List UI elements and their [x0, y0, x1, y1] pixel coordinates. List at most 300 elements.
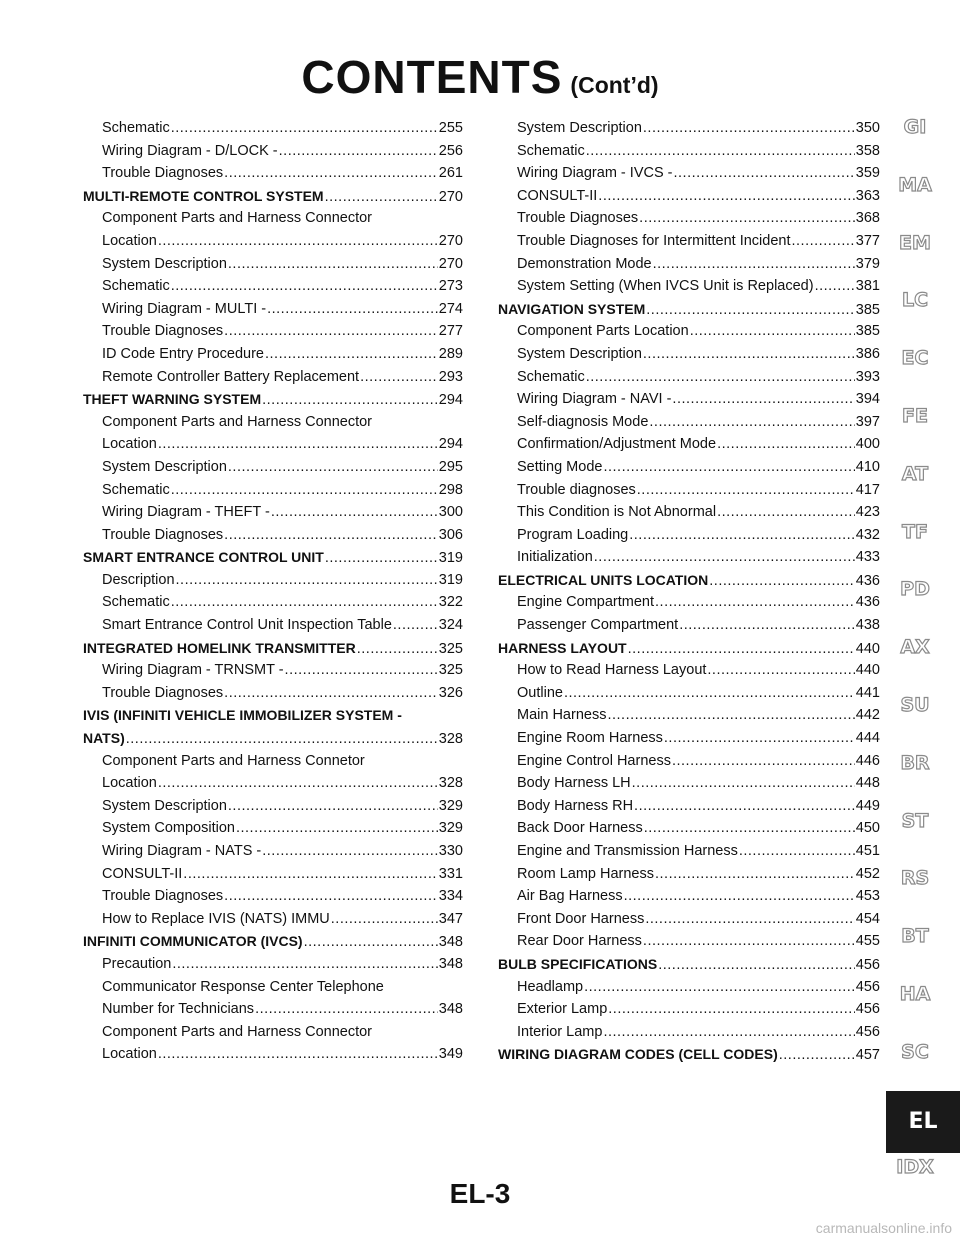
dot-leader [158, 433, 438, 456]
toc-entry-page: 423 [855, 504, 880, 521]
toc-entry-title: HARNESS LAYOUT [498, 639, 627, 656]
dot-leader [608, 998, 855, 1021]
dot-leader [584, 976, 855, 999]
dot-leader [255, 998, 438, 1021]
toc-entry-title: Demonstration Mode [517, 255, 652, 272]
dot-leader [171, 479, 438, 502]
toc-entry[interactable] [498, 908, 880, 931]
toc-entry-page: 330 [438, 843, 463, 859]
section-tab-br[interactable]: BR [900, 751, 930, 774]
toc-entry-title: Confirmation/Adjustment Mode [517, 436, 717, 453]
toc-entry-page: 255 [438, 120, 463, 136]
dot-leader [815, 275, 855, 298]
toc-entry-title: System Description [517, 345, 642, 362]
toc-entry-title: MULTI-REMOTE CONTROL SYSTEM [83, 187, 324, 204]
toc-entry[interactable] [83, 637, 463, 660]
toc-entry[interactable] [498, 230, 880, 253]
toc-entry[interactable] [83, 343, 463, 366]
toc-entry-page: 325 [438, 640, 463, 657]
toc-entry[interactable] [83, 795, 463, 818]
toc-entry[interactable] [498, 727, 880, 750]
dot-leader [158, 772, 438, 795]
toc-entry-page: 452 [855, 865, 880, 882]
toc-entry-title: How to Replace IVIS (NATS) IMMU [102, 910, 330, 927]
dot-leader [690, 320, 855, 343]
toc-entry-title: Remote Controller Battery Replacement [102, 368, 360, 385]
section-tab-lc[interactable]: LC [901, 289, 929, 312]
toc-entry[interactable] [498, 343, 880, 366]
toc-entry-title: Outline [517, 684, 563, 701]
toc-entry-title: Rear Door Harness [517, 933, 642, 950]
toc-entry[interactable] [83, 230, 463, 253]
dot-leader [628, 638, 855, 661]
section-tab-ec[interactable]: EC [901, 347, 929, 370]
toc-entry-title: Headlamp [517, 978, 584, 995]
toc-entry-title: Trouble diagnoses [517, 481, 636, 498]
toc-entry-title: Room Lamp Harness [517, 865, 654, 882]
toc-entry[interactable] [498, 185, 880, 208]
dot-leader [262, 389, 438, 412]
toc-entry[interactable] [498, 1043, 880, 1066]
toc-entry-page: 328 [438, 775, 463, 792]
toc-entry-title: Location [102, 436, 157, 453]
toc-entry-title: INTEGRATED HOMELINK TRANSMITTER [83, 639, 356, 656]
toc-entry[interactable] [498, 953, 880, 976]
toc-entry[interactable] [83, 501, 463, 524]
section-tab-at[interactable]: AT [901, 462, 929, 485]
toc-entry-page: 442 [855, 707, 880, 724]
toc-entry-page: 306 [438, 526, 463, 543]
toc-entry-title: Schematic [517, 368, 585, 385]
toc-entry-page: 293 [438, 368, 463, 385]
toc-entry-page: 456 [855, 978, 880, 995]
dot-leader [629, 524, 855, 547]
toc-entry-title: System Description [102, 458, 227, 475]
toc-entry[interactable] [83, 772, 463, 795]
toc-entry[interactable] [83, 908, 463, 931]
section-tab-st[interactable]: ST [901, 809, 929, 832]
toc-entry-page: 256 [438, 142, 463, 159]
toc-entry-title: System Description [102, 797, 227, 814]
toc-entry-title: Wiring Diagram - NATS - [102, 843, 262, 859]
toc-entry[interactable] [498, 546, 880, 569]
toc-entry-page: 294 [438, 392, 463, 409]
toc-entry-title: System Description [517, 120, 642, 136]
dot-leader [279, 140, 438, 163]
toc-entry-title: CONSULT-II [517, 187, 598, 204]
toc-entry[interactable] [83, 546, 463, 569]
toc-entry-page: 417 [855, 481, 880, 498]
toc-entry[interactable] [498, 637, 880, 660]
toc-entry[interactable] [83, 275, 463, 298]
toc-entry-page: 349 [438, 1046, 463, 1063]
toc-entry-title: Trouble Diagnoses [102, 526, 224, 543]
dot-leader [637, 479, 855, 502]
toc-entry-title: Trouble Diagnoses [102, 684, 224, 701]
toc-entry[interactable] [83, 456, 463, 479]
toc-entry-page: 386 [855, 345, 880, 362]
dot-leader [183, 863, 438, 886]
toc-entry-page: 379 [855, 255, 880, 272]
toc-left-column [83, 117, 463, 1066]
toc-entry[interactable] [83, 253, 463, 276]
dot-leader [126, 728, 438, 751]
dot-leader [598, 185, 855, 208]
toc-entry-page: 348 [438, 1001, 463, 1018]
toc-entry[interactable] [83, 1043, 463, 1066]
toc-entry[interactable] [498, 930, 880, 953]
toc-entry[interactable] [498, 456, 880, 479]
toc-entry-page: 453 [855, 888, 880, 905]
toc-entry-page: 400 [855, 436, 880, 453]
toc-entry-title: Interior Lamp [517, 1023, 603, 1040]
toc-entry-title: Location [102, 232, 157, 249]
toc-entry-page: 393 [855, 368, 880, 385]
toc-entry[interactable] [83, 863, 463, 886]
toc-entry[interactable] [83, 817, 463, 840]
toc-entry[interactable] [498, 433, 880, 456]
toc-entry[interactable] [498, 298, 880, 321]
toc-entry-title: Description [102, 571, 175, 588]
toc-entry[interactable] [498, 817, 880, 840]
toc-entry-title: Precaution [102, 955, 172, 972]
toc-entry[interactable] [498, 524, 880, 547]
dot-leader [224, 524, 438, 547]
dot-leader [158, 1043, 438, 1066]
toc-entry-title: NAVIGATION SYSTEM [498, 300, 646, 317]
toc-entry-title: NATS) [83, 730, 125, 747]
toc-entry-page: 326 [438, 684, 463, 701]
dot-leader [664, 727, 855, 750]
toc-entry[interactable] [83, 614, 463, 637]
toc-entry[interactable] [83, 682, 463, 705]
section-tab-ha[interactable]: HA [899, 983, 931, 1005]
section-tab-el[interactable]: EL [886, 1091, 960, 1153]
toc-entry-page: 331 [438, 865, 463, 882]
toc-entry[interactable] [498, 885, 880, 908]
toc-entry-page: 295 [438, 458, 463, 475]
toc-entry-title: Passenger Compartment [517, 617, 679, 634]
section-tab-rs[interactable]: RS [900, 867, 930, 890]
toc-entry-title: Wiring Diagram - D/LOCK - [102, 142, 278, 159]
toc-entry-page: 261 [438, 165, 463, 182]
toc-entry-title: Schematic [102, 481, 170, 498]
section-tab-gi[interactable]: GI [903, 116, 927, 138]
toc-entry-page: 440 [855, 640, 880, 657]
dot-leader [658, 954, 855, 977]
dot-leader [176, 569, 438, 592]
page-number: EL-3 [449, 1178, 511, 1209]
section-tab-su[interactable]: SU [900, 694, 930, 716]
toc-entry-page: 270 [438, 232, 463, 249]
toc-entry-page: 334 [438, 888, 463, 905]
toc-entry[interactable] [83, 162, 463, 185]
dot-leader [707, 659, 854, 682]
toc-entry-title: ID Code Entry Procedure [102, 345, 264, 362]
toc-entry[interactable] [498, 591, 880, 614]
toc-entry[interactable] [83, 840, 463, 863]
dot-leader [171, 275, 438, 298]
section-tab-pd[interactable]: PD [900, 578, 930, 601]
dot-leader [639, 207, 855, 230]
section-tab-em[interactable]: EM [899, 231, 931, 254]
title-main: CONTENTS [301, 51, 563, 103]
toc-entry-title: Self-diagnosis Mode [517, 413, 649, 430]
toc-entry[interactable] [83, 524, 463, 547]
toc-entry-title: Schematic [102, 120, 170, 136]
toc-entry[interactable] [83, 388, 463, 411]
toc-entry[interactable] [498, 501, 880, 524]
dot-leader [717, 433, 855, 456]
section-tab-ax[interactable]: AX [900, 636, 930, 659]
toc-entry[interactable] [83, 998, 463, 1021]
toc-entry[interactable] [498, 207, 880, 230]
toc-entry-page: 300 [438, 504, 463, 521]
section-tab-fe[interactable]: FE [902, 405, 928, 427]
dot-leader [224, 320, 438, 343]
toc-entry-title: Program Loading [517, 526, 629, 543]
toc-entry-page: 324 [438, 617, 463, 634]
toc-entry[interactable] [83, 953, 463, 976]
toc-entry-page: 454 [855, 910, 880, 927]
dot-leader [331, 908, 438, 931]
toc-entry-page: 368 [855, 210, 880, 227]
dot-leader [304, 931, 438, 954]
page-title [0, 50, 960, 104]
toc-entry[interactable] [83, 727, 463, 750]
dot-leader [643, 930, 855, 953]
dot-leader [643, 117, 855, 140]
toc-entry-page: 440 [855, 662, 880, 679]
toc-entry-title: BULB SPECIFICATIONS [498, 955, 658, 972]
dot-leader [172, 953, 437, 976]
toc-entry[interactable] [83, 930, 463, 953]
toc-entry-title: INFINITI COMMUNICATOR (IVCS) [83, 933, 303, 950]
dot-leader [674, 162, 855, 185]
section-tab-bt[interactable]: BT [901, 925, 929, 948]
toc-entry-page: 347 [438, 910, 463, 927]
toc-entry-page: 294 [438, 436, 463, 453]
toc-entry-page: 328 [438, 731, 463, 748]
toc-entry[interactable] [498, 479, 880, 502]
toc-entry-title: Schematic [102, 278, 170, 295]
toc-entry[interactable] [498, 840, 880, 863]
toc-entry[interactable] [498, 1021, 880, 1044]
dot-leader [171, 117, 438, 140]
dot-leader [262, 840, 438, 863]
toc-entry-page: 319 [438, 550, 463, 567]
dot-leader [586, 366, 855, 389]
toc-entry[interactable] [83, 433, 463, 456]
dot-leader [655, 591, 855, 614]
toc-entry[interactable] [83, 140, 463, 163]
toc-entry-title: WIRING DIAGRAM CODES (CELL CODES) [498, 1046, 778, 1063]
toc-entry-title: How to Read Harness Layout [517, 662, 707, 679]
dot-leader [586, 140, 855, 163]
toc-entry-page: 450 [855, 820, 880, 837]
toc-entry-page: 350 [855, 120, 880, 136]
title-subtitle: (Cont’d) [570, 72, 659, 98]
toc-entry-title: Wiring Diagram - MULTI - [102, 300, 267, 317]
toc-entry-page: 436 [855, 594, 880, 611]
toc-entry[interactable] [498, 614, 880, 637]
dot-leader [603, 456, 854, 479]
toc-entry[interactable] [498, 704, 880, 727]
toc-entry-title: This Condition is Not Abnormal [517, 504, 717, 521]
toc-entry-title: Front Door Harness [517, 910, 645, 927]
toc-entry-title: Location [102, 1046, 157, 1063]
toc-entry[interactable] [498, 750, 880, 773]
toc-entry[interactable] [498, 388, 880, 411]
toc-entry[interactable] [83, 659, 463, 682]
toc-entry-title: Component Parts Location [517, 323, 689, 340]
toc-entry-title: Body Harness RH [517, 797, 634, 814]
toc-entry[interactable] [83, 320, 463, 343]
toc-entry-page: 274 [438, 300, 463, 317]
toc-entry-page: 348 [438, 955, 463, 972]
toc-entry[interactable] [498, 411, 880, 434]
dot-leader [236, 817, 438, 840]
toc-entry[interactable] [83, 185, 463, 208]
toc-entry-line: Component Parts and Harness Connector [102, 413, 373, 430]
dot-leader [228, 795, 438, 818]
toc-entry[interactable] [83, 298, 463, 321]
toc-entry[interactable] [498, 863, 880, 886]
toc-entry-line: Communicator Response Center Telephone [102, 978, 384, 995]
toc-entry-page: 385 [855, 323, 880, 340]
dot-leader [655, 863, 855, 886]
toc-entry-title: ELECTRICAL UNITS LOCATION [498, 571, 709, 588]
toc-entry[interactable] [83, 591, 463, 614]
dot-leader [709, 570, 855, 593]
toc-entry-page: 270 [438, 255, 463, 272]
toc-entry-title: SMART ENTRANCE CONTROL UNIT [83, 549, 324, 566]
dot-leader [224, 162, 438, 185]
toc-entry[interactable] [498, 253, 880, 276]
toc-entry-page: 436 [855, 572, 880, 589]
toc-entry[interactable] [498, 772, 880, 795]
toc-entry[interactable] [498, 162, 880, 185]
dot-leader [271, 501, 438, 524]
toc-entry[interactable] [498, 976, 880, 999]
toc-entry-page: 456 [855, 1023, 880, 1040]
toc-entry-page: 456 [855, 1001, 880, 1018]
toc-entry-page: 456 [855, 956, 880, 973]
dot-leader [779, 1044, 855, 1067]
dot-leader [653, 253, 855, 276]
section-tab-sc[interactable]: SC [901, 1040, 929, 1063]
toc-entry-line: Component Parts and Harness Connector [102, 210, 373, 227]
toc-right-column [498, 117, 880, 1066]
toc-entry[interactable] [83, 479, 463, 502]
toc-entry-line: IVIS (INFINITI VEHICLE IMMOBILIZER SYSTEM - [83, 707, 402, 724]
toc-entry[interactable] [498, 795, 880, 818]
toc-entry[interactable] [83, 117, 463, 140]
dot-leader [594, 546, 855, 569]
toc-entry-title: Setting Mode [517, 458, 603, 475]
toc-entry-page: 455 [855, 933, 880, 950]
toc-entry-page: 385 [855, 301, 880, 318]
toc-entry[interactable] [498, 320, 880, 343]
toc-entry-page: 270 [438, 188, 463, 205]
toc-entry[interactable] [498, 140, 880, 163]
dot-leader [171, 591, 438, 614]
toc-entry-page: 381 [855, 278, 880, 295]
toc-entry[interactable] [498, 117, 880, 140]
dot-leader [624, 885, 855, 908]
dot-leader [672, 388, 854, 411]
toc-entry-title: Trouble Diagnoses [517, 210, 639, 227]
toc-entry-title: Air Bag Harness [517, 888, 623, 905]
toc-entry-page: 298 [438, 481, 463, 498]
toc-entry[interactable] [498, 659, 880, 682]
toc-entry-page: 289 [438, 345, 463, 362]
dot-leader [645, 908, 854, 931]
toc-entry-title: Engine Room Harness [517, 730, 663, 747]
toc-entry-page: 410 [855, 458, 880, 475]
toc-entry-page: 457 [855, 1047, 880, 1064]
toc-entry-title: Location [102, 775, 157, 792]
toc-entry[interactable] [83, 569, 463, 592]
toc-entry-title: Trouble Diagnoses [102, 165, 224, 182]
toc-entry-page: 446 [855, 752, 880, 769]
toc-entry-page: 449 [855, 797, 880, 814]
watermark: carmanualsonline.info [815, 1220, 952, 1236]
toc-entry[interactable] [498, 569, 880, 592]
toc-entry[interactable] [83, 885, 463, 908]
toc-entry-page: 377 [855, 232, 880, 249]
dot-leader [285, 659, 438, 682]
toc-entry[interactable] [498, 366, 880, 389]
toc-entry-title: Schematic [102, 594, 170, 611]
dot-leader [360, 366, 438, 389]
dot-leader [643, 343, 855, 366]
toc-entry-page: 359 [855, 165, 880, 182]
dot-leader [679, 614, 855, 637]
toc-entry[interactable] [498, 998, 880, 1021]
toc-entry-page: 397 [855, 413, 880, 430]
dot-leader [792, 230, 855, 253]
toc-entry-page: 433 [855, 549, 880, 566]
toc-entry-page: 432 [855, 526, 880, 543]
dot-leader [393, 614, 438, 637]
toc-entry-title: Schematic [517, 142, 585, 159]
dot-leader [564, 682, 855, 705]
toc-entry-title: Trouble Diagnoses for Intermittent Incident [517, 232, 791, 249]
section-tab-tf[interactable]: TF [902, 520, 928, 543]
dot-leader [739, 840, 855, 863]
dot-leader [357, 638, 438, 661]
toc-entry-page: 319 [438, 571, 463, 588]
section-tab-ma[interactable]: MA [898, 173, 932, 196]
toc-entry-page: 273 [438, 278, 463, 295]
toc-entry[interactable] [498, 275, 880, 298]
toc-entry[interactable] [83, 366, 463, 389]
toc-entry-title: Exterior Lamp [517, 1001, 608, 1018]
toc-entry-page: 322 [438, 594, 463, 611]
toc-entry[interactable] [498, 682, 880, 705]
toc-entry-page: 329 [438, 820, 463, 837]
dot-leader [224, 682, 438, 705]
dot-leader [325, 547, 438, 570]
toc-entry-title: Main Harness [517, 707, 607, 724]
toc-entry-title: Wiring Diagram - TRNSMT - [102, 662, 284, 679]
toc-entry-title: Back Door Harness [517, 820, 643, 837]
toc-entry-page: 277 [438, 323, 463, 340]
toc-entry-title: Engine Compartment [517, 594, 655, 611]
section-tab-idx[interactable]: IDX [896, 1156, 934, 1179]
toc-entry-page: 358 [855, 142, 880, 159]
